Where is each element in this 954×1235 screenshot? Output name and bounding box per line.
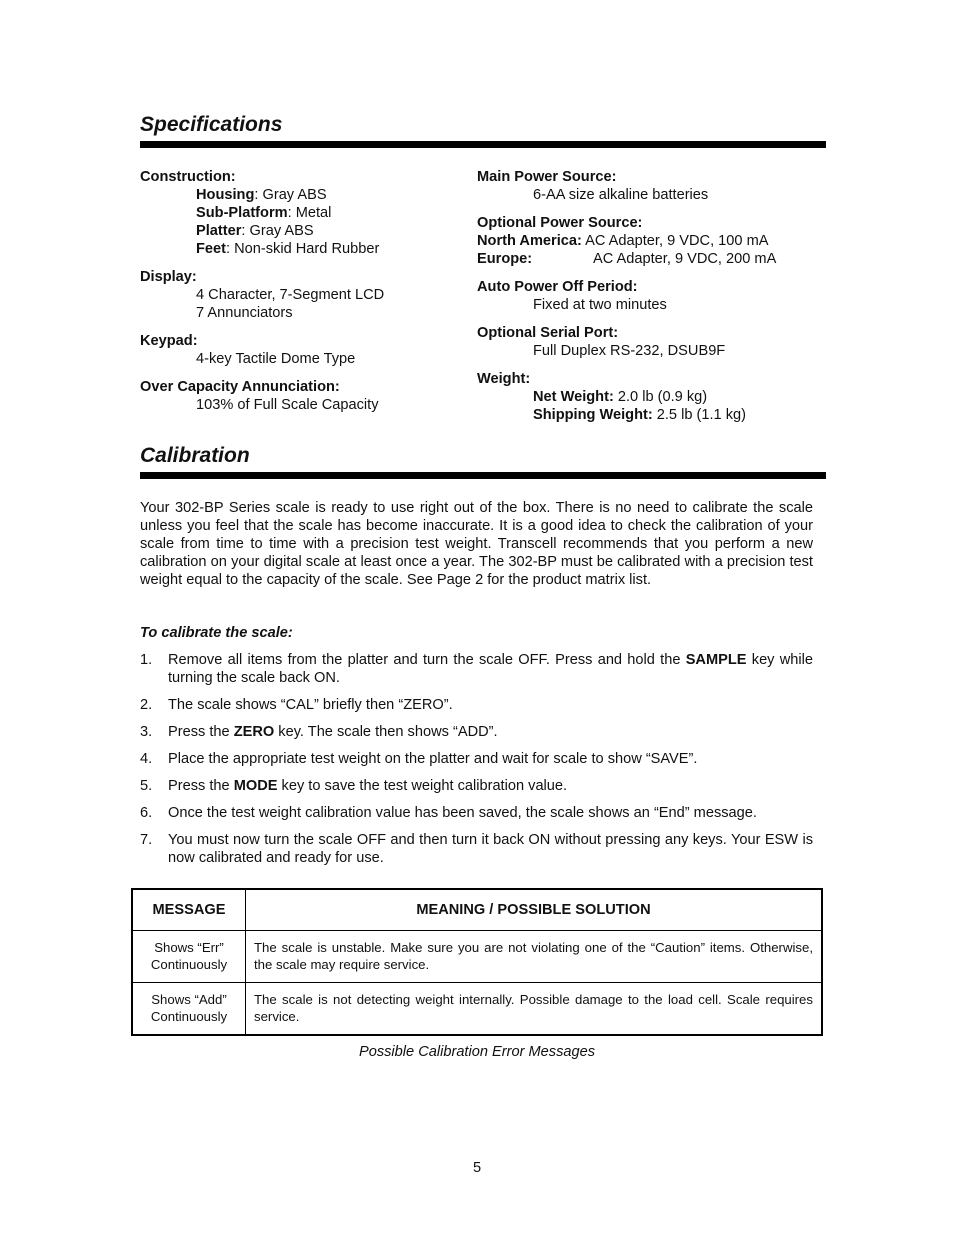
specs-left-column xyxy=(140,168,460,424)
table-row xyxy=(132,983,822,1036)
spec-value: 4 Character, 7-Segment LCD xyxy=(196,287,385,303)
spec-label: Weight: xyxy=(477,371,531,387)
calibration-title: Calibration xyxy=(140,444,250,467)
page-number: 5 xyxy=(472,1160,482,1176)
table-row xyxy=(132,931,822,983)
cell-message: Shows “Add” Continuously xyxy=(132,983,246,1036)
spec-label: Display: xyxy=(140,269,197,285)
list-item: 2. The scale shows “CAL” briefly then “ZERO”. xyxy=(140,697,453,713)
spec-optional-power xyxy=(477,214,826,268)
spec-label: Over Capacity Annunciation: xyxy=(140,379,340,395)
spec-value: 4-key Tactile Dome Type xyxy=(196,351,356,367)
spec-label: Keypad: xyxy=(140,333,198,349)
spec-value: 103% of Full Scale Capacity xyxy=(196,397,379,413)
table-caption: Possible Calibration Error Messages xyxy=(358,1044,596,1060)
header-meaning: MEANING / POSSIBLE SOLUTION xyxy=(246,889,823,931)
spec-auto-power-off xyxy=(477,278,826,314)
spec-value: 7 Annunciators xyxy=(196,305,293,321)
spec-item: Platter: Gray ABS xyxy=(196,223,314,239)
spec-label: Main Power Source: xyxy=(477,169,617,185)
spec-north-america: North America: AC Adapter, 9 VDC, 100 mA xyxy=(477,233,769,249)
calibration-rule xyxy=(140,472,826,479)
spec-weight xyxy=(477,370,826,424)
spec-keypad xyxy=(140,332,460,368)
spec-value: Full Duplex RS-232, DSUB9F xyxy=(533,343,726,359)
spec-label: Optional Serial Port: xyxy=(477,325,619,341)
specs-right-column xyxy=(477,168,826,434)
error-messages-table xyxy=(131,888,823,1036)
cell-meaning: The scale is not detecting weight internally. Possible damage to the load cell. Scale requires service. xyxy=(246,983,823,1036)
spec-display xyxy=(140,268,460,322)
list-item: 7. You must now turn the scale OFF and then turn it back ON without pressing any keys. Your ESW is now calibrated and ready for use. xyxy=(140,832,813,866)
procedure-heading: To calibrate the scale: xyxy=(140,625,293,641)
list-item: 4. Place the appropriate test weight on the platter and wait for scale to show “SAVE”. xyxy=(140,751,698,767)
cell-message: Shows “Err” Continuously xyxy=(132,931,246,983)
spec-label: Optional Power Source: xyxy=(477,215,643,231)
spec-label: Construction: xyxy=(140,169,236,185)
specifications-rule xyxy=(140,141,826,148)
specifications-title: Specifications xyxy=(140,113,283,136)
spec-serial-port xyxy=(477,324,826,360)
list-item: 3. Press the ZERO key. The scale then shows “ADD”. xyxy=(140,724,498,740)
spec-net-weight: Net Weight: 2.0 lb (0.9 kg) xyxy=(533,389,708,405)
spec-europe: Europe: AC Adapter, 9 VDC, 200 mA xyxy=(477,251,777,267)
cell-meaning: The scale is unstable. Make sure you are not violating one of the “Caution” items. Otherwise, the scale may require service. xyxy=(246,931,823,983)
header-message: MESSAGE xyxy=(132,889,246,931)
spec-value: 6-AA size alkaline batteries xyxy=(533,187,709,203)
list-item: 5. Press the MODE key to save the test weight calibration value. xyxy=(140,778,568,794)
list-item: 1. Remove all items from the platter and turn the scale OFF. Press and hold the SAMPLE key while turning the scale back ON. xyxy=(140,652,813,686)
spec-main-power xyxy=(477,168,826,204)
table-header-row xyxy=(132,889,822,931)
spec-construction xyxy=(140,168,460,258)
spec-item: Feet: Non-skid Hard Rubber xyxy=(196,241,380,257)
spec-item: Housing: Gray ABS xyxy=(196,187,327,203)
spec-label: Auto Power Off Period: xyxy=(477,279,638,295)
list-item: 6. Once the test weight calibration value has been saved, the scale shows an “End” message. xyxy=(140,805,757,821)
calibration-intro: Your 302-BP Series scale is ready to use right out of the box. There is no need to calibrate the scale unless you feel that the scale has become inaccurate. It is a good idea to check the calibration of your scale from time to time with a precision test weight. Transcell recommends that you perform a new calibration on your digital scale at least once a year. The 302-BP must be calibrated with a precision test weight equal to the capacity of the scale. See Page 2 for the product matrix list. xyxy=(140,500,813,588)
calibration-steps xyxy=(140,651,813,876)
spec-item: Sub-Platform: Metal xyxy=(196,205,332,221)
spec-shipping-weight: Shipping Weight: 2.5 lb (1.1 kg) xyxy=(533,407,746,423)
spec-value: Fixed at two minutes xyxy=(533,297,667,313)
spec-over-capacity xyxy=(140,378,460,414)
